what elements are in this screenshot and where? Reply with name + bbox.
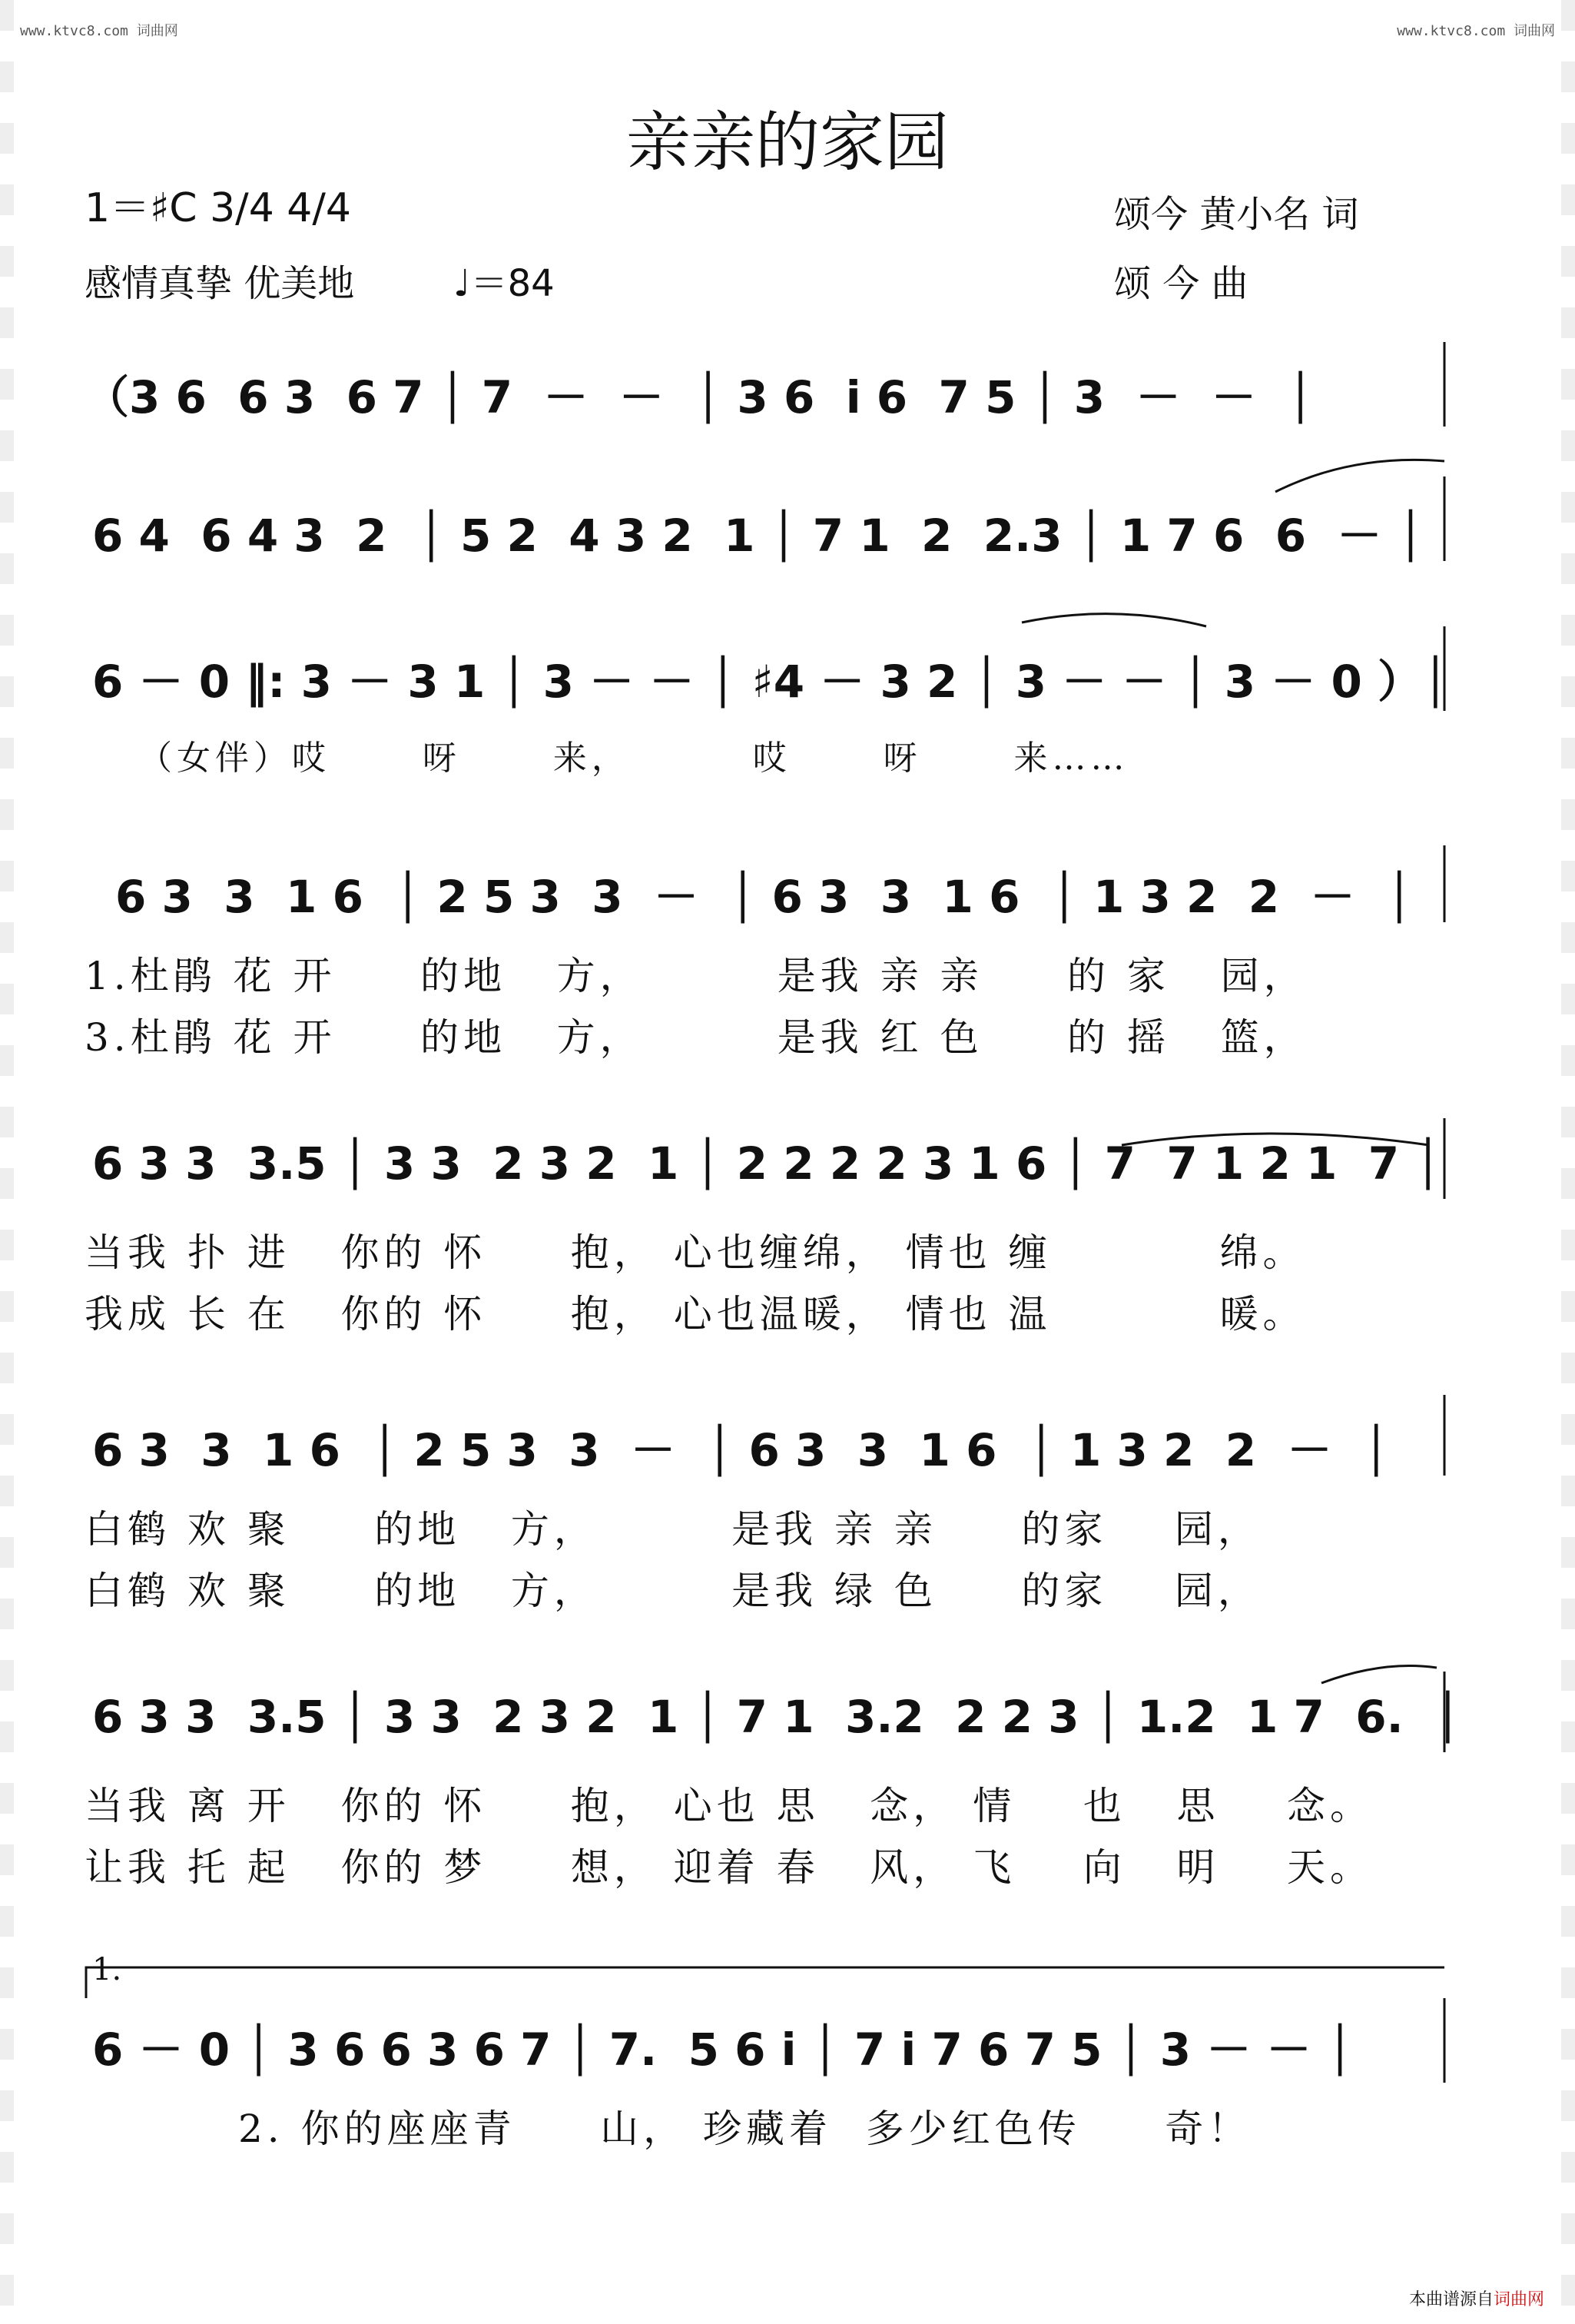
source-site-link[interactable]: 词曲网 bbox=[1493, 2290, 1544, 2309]
lyric-line-verse-3: 白鹤 欢 聚 的地 方， 是我 绿 色 的家 园， bbox=[85, 1569, 1261, 1613]
lyric-line-verse-1: 1.杜鹃 花 开 的地 方， 是我 亲 亲 的 家 园， bbox=[85, 954, 1307, 998]
watermark-right: www.ktvc8.com 词曲网 bbox=[1397, 23, 1555, 39]
key-time-signature: 1＝♯C 3/4 4/4 bbox=[85, 185, 351, 231]
notes-line: 6 － 0 │ 3 6 6 3 6 7 │ 7. 5 6 i │ 7 i 7 6 7 5 │ 3 － － │ bbox=[92, 2024, 1354, 2076]
lyric-line-verse-2: 2. 你的座座青 山， 珍藏着 多少红色传 奇！ bbox=[238, 2107, 1252, 2151]
lyricist-credit: 颂今 黄小名 词 bbox=[1114, 193, 1359, 236]
lyric-line-verse-3: 3.杜鹃 花 开 的地 方， 是我 红 色 的 摇 篮， bbox=[85, 1015, 1307, 1060]
lyric-line-verse-1: 当我 扑 进 你的 怀 抱， 心也缠绵， 情也 缠 绵。 bbox=[85, 1230, 1306, 1275]
notes-line: 6 3 3 1 6 │ 2 5 3 3 － │ 6 3 3 1 6 │ 1 3 2 2 － │ bbox=[115, 871, 1413, 923]
lyric-line-verse-3: 让我 托 起 你的 梦 想， 迎着 春 风， 飞 向 明 天。 bbox=[85, 1845, 1374, 1890]
notes-line: 6 3 3 3.5 │ 3 3 2 3 2 1 │ 2 2 2 2 3 1 6 │ 7 7 1 2 1 7 │ bbox=[92, 1137, 1442, 1190]
notes-line: 6 － 0 ‖: 3 － 3 1 │ 3 － － │ ♯4 － 3 2 │ 3 － － │ 3 － 0 ）│ bbox=[92, 656, 1449, 708]
watermark-left: www.ktvc8.com 词曲网 bbox=[20, 23, 178, 39]
page-title: 亲亲的家园 bbox=[625, 105, 949, 180]
lyric-line-verse-1: 白鹤 欢 聚 的地 方， 是我 亲 亲 的家 园， bbox=[85, 1507, 1261, 1552]
source-credit bbox=[1409, 2286, 1544, 2310]
lyric-line-verse-3: 我成 长 在 你的 怀 抱， 心也温暖， 情也 温 暖。 bbox=[85, 1292, 1306, 1336]
notes-line: 6 3 3 3.5 │ 3 3 2 3 2 1 │ 7 1 3.2 2 2 3 │ 1.2 1 7 6. │ bbox=[92, 1691, 1461, 1743]
source-prefix: 本曲谱源自 bbox=[1408, 2290, 1494, 2309]
tempo-mark: ♩＝84 bbox=[453, 262, 555, 305]
notes-line: 6 4 6 4 3 2 │ 5 2 4 3 2 1 │ 7 1 2 2.3 │ 1 7 6 6 － │ bbox=[92, 510, 1424, 562]
lyric-line-verse-1: 当我 离 开 你的 怀 抱， 心也 思 念， 情 也 思 念。 bbox=[85, 1784, 1374, 1828]
notes-line: （3 6 6 3 6 7 │ 7 － － │ 3 6 i 6 7 5 │ 3 － － │ bbox=[85, 371, 1315, 423]
notes-line: 6 3 3 1 6 │ 2 5 3 3 － │ 6 3 3 1 6 │ 1 3 2 2 － │ bbox=[92, 1424, 1390, 1476]
composer-credit: 颂 今 曲 bbox=[1114, 262, 1248, 305]
lyric-line: （女伴）哎 呀 来， 哎 呀 来…… bbox=[138, 739, 1129, 778]
expression-mark: 感情真挚 优美地 bbox=[85, 262, 355, 305]
volta-ending-1: 1. bbox=[92, 1952, 122, 1987]
